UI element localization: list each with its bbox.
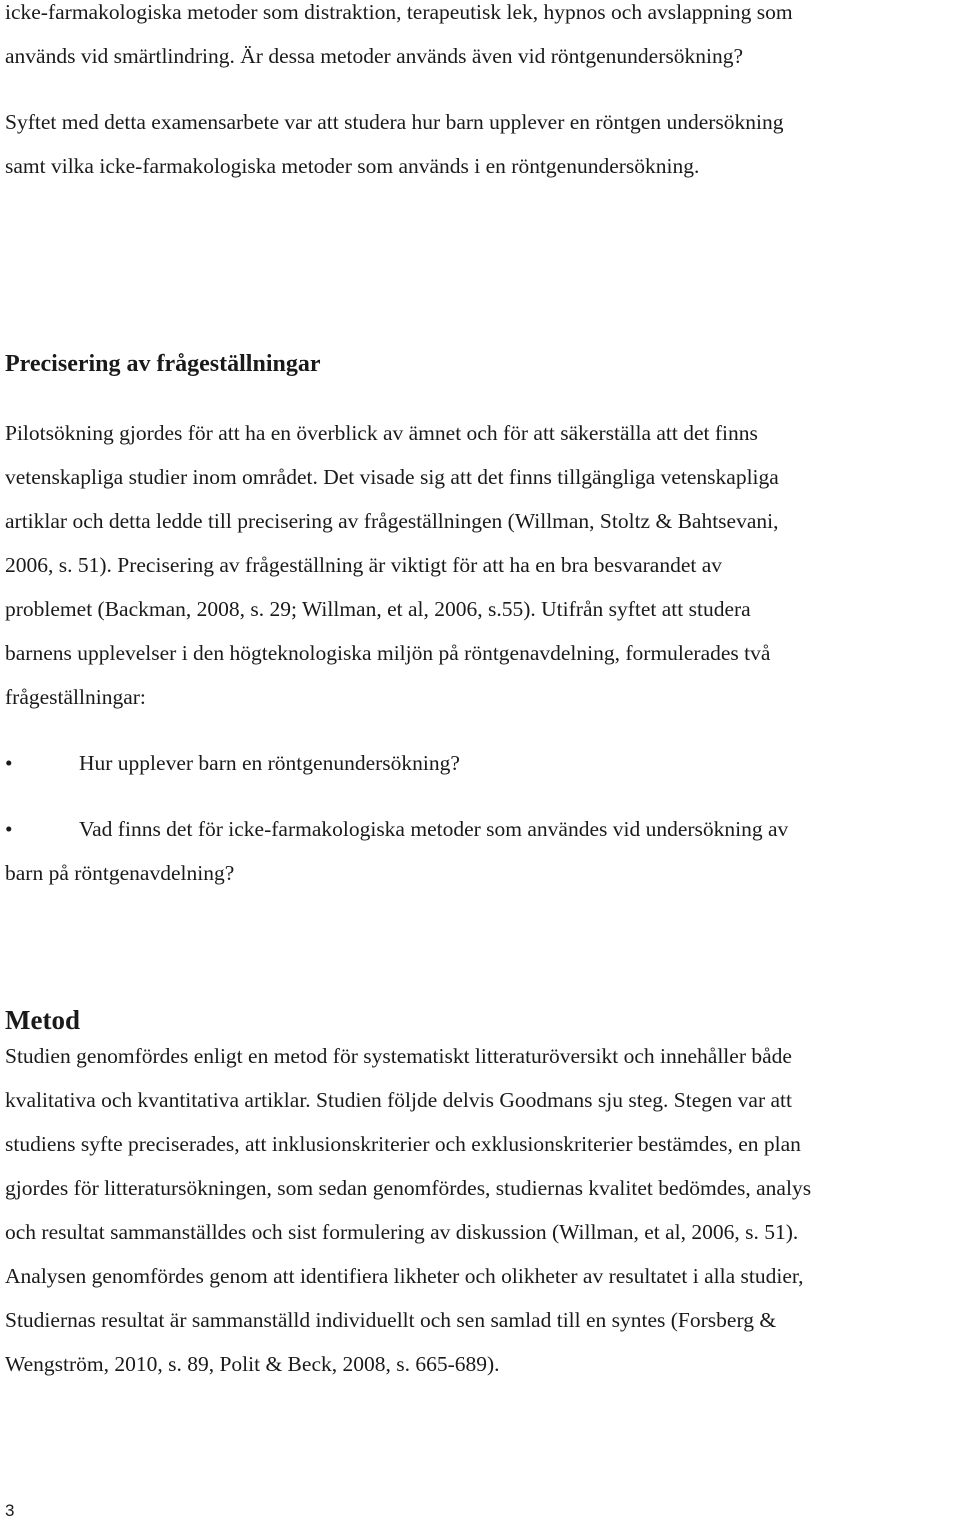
question-text: Hur upplever barn en röntgenundersökning? bbox=[79, 751, 460, 775]
text-line: icke-farmakologiska metoder som distraktion, terapeutisk lek, hypnos och avslappning som bbox=[5, 0, 793, 24]
aim-paragraph bbox=[5, 100, 957, 188]
question-list-item bbox=[5, 741, 955, 785]
question-text-continuation: barn på röntgenavdelning? bbox=[5, 861, 235, 885]
text-line: frågeställningar: bbox=[5, 685, 146, 709]
metod-paragraph bbox=[5, 1034, 957, 1386]
text-line: Analysen genomfördes genom att identifiera likheter och olikheter av resultatet i alla studier, bbox=[5, 1264, 804, 1288]
text-line: vetenskapliga studier inom området. Det visade sig att det finns tillgängliga vetenskapliga bbox=[5, 465, 779, 489]
text-line: används vid smärtlindring. Är dessa metoder används även vid röntgenundersökning? bbox=[5, 44, 743, 68]
text-line: 2006, s. 51). Precisering av frågeställning är viktigt för att ha en bra besvarandet av bbox=[5, 553, 723, 577]
text-line: kvalitativa och kvantitativa artiklar. Studien följde delvis Goodmans sju steg. Stegen var att bbox=[5, 1088, 792, 1112]
text-line: gjordes för litteratursökningen, som sedan genomfördes, studiernas kvalitet bedömdes, analys bbox=[5, 1176, 812, 1200]
question-text: Vad finns det för icke-farmakologiska metoder som användes vid undersökning av bbox=[79, 817, 789, 841]
page-number: 3 bbox=[5, 1501, 15, 1520]
text-line: Syftet med detta examensarbete var att studera hur barn upplever en röntgen undersökning bbox=[5, 110, 784, 134]
question-list-item bbox=[5, 807, 955, 895]
bullet-symbol: • bbox=[5, 817, 13, 841]
section-heading-precisering: Precisering av frågeställningar bbox=[5, 351, 321, 377]
bullet-symbol: • bbox=[5, 751, 13, 775]
precisering-paragraph bbox=[5, 411, 957, 719]
text-line: artiklar och detta ledde till precisering av frågeställningen (Willman, Stoltz & Bahtsevani, bbox=[5, 509, 779, 533]
text-line: samt vilka icke-farmakologiska metoder som används i en röntgenundersökning. bbox=[5, 154, 700, 178]
section-heading-metod: Metod bbox=[5, 1005, 80, 1035]
text-line: Studiernas resultat är sammanställd individuellt och sen samlad till en syntes (Forsberg & bbox=[5, 1308, 777, 1332]
text-line: Studien genomfördes enligt en metod för systematiskt litteraturöversikt och innehåller både bbox=[5, 1044, 792, 1068]
text-line: studiens syfte preciserades, att inklusionskriterier och exklusionskriterier bestämdes, en plan bbox=[5, 1132, 801, 1156]
text-line: Wengström, 2010, s. 89, Polit & Beck, 2008, s. 665-689). bbox=[5, 1352, 500, 1376]
text-line: Pilotsökning gjordes för att ha en överblick av ämnet och för att säkerställa att det finns bbox=[5, 421, 758, 445]
intro-paragraph bbox=[5, 0, 957, 78]
text-line: problemet (Backman, 2008, s. 29; Willman, et al, 2006, s.55). Utifrån syftet att studera bbox=[5, 597, 751, 621]
text-line: barnens upplevelser i den högteknologiska miljön på röntgenavdelning, formulerades två bbox=[5, 641, 771, 665]
text-line: och resultat sammanställdes och sist formulering av diskussion (Willman, et al, 2006, s. 51). bbox=[5, 1220, 799, 1244]
